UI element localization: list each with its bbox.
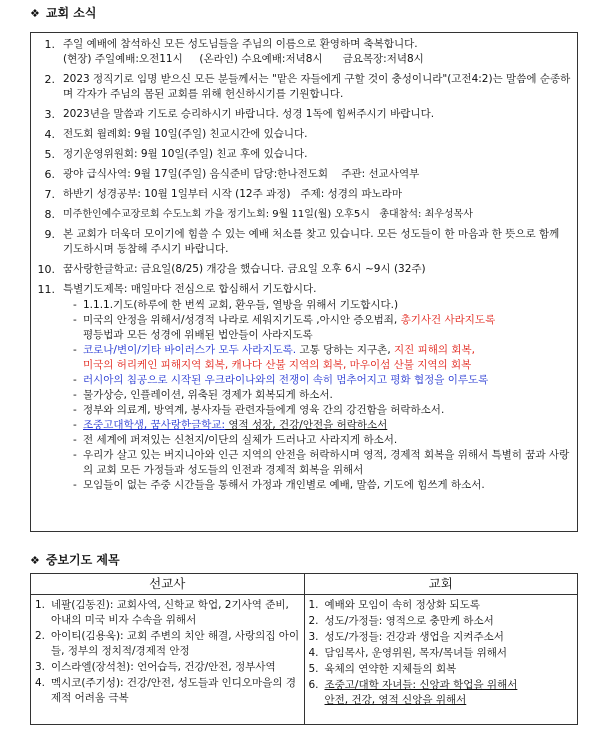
- item-number: 2.: [44, 73, 55, 86]
- news-item: [35, 167, 571, 182]
- item-text: 꿈사랑한글학교: 금요일(8/25) 개강을 했습니다. 금요일 오후 6시 ~9시 (32주): [63, 263, 426, 275]
- list-item: - 전 세계에 퍼져있는 신천지/이단의 실체가 드러나고 사라지게 하소서.: [73, 434, 398, 446]
- diamond-bullet-icon: ❖: [30, 554, 40, 567]
- item-text: 정기운영위원회: 9월 10일(주일) 친교 후에 있습니다.: [63, 148, 308, 160]
- list-item: - 조중고대학생, 꿈사랑한글학교: 영적 성장, 건강/안전을 허락하소서: [73, 419, 388, 431]
- item-text: 광야 급식사역: 9월 17일(주일) 음식준비 담당:한나전도회 주관: 선교사역부: [63, 168, 420, 180]
- item-text: 하반기 성경공부: 10월 1일부터 시작 (12주 과정) 주제: 성경의 파노라마: [63, 188, 402, 200]
- list-item: 1. 네팔(김동진): 교회사역, 신학교 학업, 2기사역 준비, 아내의 미국 비자 수속을 위해서: [35, 599, 289, 626]
- list-item: - 1.1.1.기도(하루에 한 번씩 교회, 환우들, 열방을 위해서 기도합시다.): [73, 299, 399, 311]
- prayer-heading: [30, 553, 120, 568]
- item-text: 본 교회가 더욱더 모이기에 힘쓸 수 있는 예배 처소를 찾고 있습니다. 모든 성도들이 한 마음과 한 뜻으로 함께 기도하시며 동참해 주시기 바랍니다.: [63, 228, 560, 255]
- list-item: 1. 예배와 모임이 속히 정상화 되도록: [308, 599, 480, 611]
- list-item: - 정부와 의료계, 방역계, 봉사자들 관련자들에게 영육 간의 강건함을 허락하소서.: [73, 404, 445, 416]
- news-item: [35, 127, 571, 142]
- list-item: 6. 조중고/대학 자녀들: 신앙과 학업을 위해서 안전, 건강, 영적 신앙을 위해서: [308, 679, 518, 706]
- list-item: 2. 아이티(김용욱): 교회 주변의 치안 해결, 사랑의집 아이들, 정부의 정치적/경제적 안정: [35, 630, 300, 657]
- item-number: 7.: [44, 188, 55, 201]
- list-item: - 코로나/변이/기타 바이러스가 모두 사라지도록. 고통 당하는 지구촌, 지진 피해의 회복, 미국의 허리케인 피해지역 회복, 캐나다 산불 지역의 회복, 마우이섬 산불 지역의 회복: [73, 344, 476, 371]
- church-news-box: [30, 32, 578, 532]
- list-item: - 러시아의 침공으로 시작된 우크라이나와의 전쟁이 속히 멈추어지고 평화 협정을 이루도록: [73, 374, 489, 386]
- missionary-column: [31, 574, 304, 724]
- news-item: [35, 207, 571, 222]
- church-news-heading: [30, 6, 96, 21]
- list-item: 3. 이스라엘(장석천): 언어습득, 건강/안전, 정부사역: [35, 661, 276, 673]
- list-item: 2. 성도/가정들: 영적으로 충만케 하소서: [308, 615, 494, 627]
- list-item: - 물가상승, 인플레이션, 위축된 경제가 회복되게 하소서.: [73, 389, 333, 401]
- list-item: 4. 멕시코(주기성): 건강/안전, 성도들과 인디오마을의 경제적 어려움 극복: [35, 677, 296, 704]
- list-item: 5. 육체의 연약한 지체들의 회복: [308, 663, 457, 675]
- church-column: [304, 574, 578, 724]
- news-item: [35, 147, 571, 162]
- news-item: [35, 187, 571, 202]
- item-number: 10.: [37, 263, 55, 276]
- news-item: [35, 37, 571, 67]
- item-text: 전도회 월례회: 9월 10일(주일) 친교시간에 있습니다.: [63, 128, 308, 140]
- news-item: [35, 262, 571, 277]
- item-text: 미주한인예수교장로회 수도노회 가을 정기노회: 9월 11일(월) 오후5시 총대참석: 최우성목사: [63, 209, 473, 220]
- list-item: - 우리가 살고 있는 버지니아와 인근 지역의 안전을 허락하시며 영적, 경제적 회복을 위해서 특별히 꿈과 사랑의 교회 모든 가정들과 성도들의 인전과 경제적 회복을 위해서: [73, 449, 570, 476]
- news-item: [35, 107, 571, 122]
- list-item: 3. 성도/가정들: 건강과 생업을 지켜주소서: [308, 631, 504, 643]
- item-number: 8.: [44, 208, 55, 221]
- item-number: 9.: [44, 228, 55, 241]
- prayer-table: [30, 573, 578, 725]
- item-text: 특별기도제목: 매일마다 전심으로 합심해서 기도합시다.: [63, 283, 317, 295]
- item-number: 4.: [44, 128, 55, 141]
- missionary-header: 선교사: [31, 574, 304, 595]
- item-number: 5.: [44, 148, 55, 161]
- item-number: 11.: [37, 283, 55, 296]
- news-item: [35, 72, 571, 102]
- special-prayer-list: [63, 298, 571, 493]
- news-item: [35, 227, 571, 257]
- news-item: [35, 282, 571, 493]
- church-news-title: 교회 소식: [45, 6, 97, 20]
- list-item: - 모임들이 없는 주중 시간들을 통해서 가정과 개인별로 예배, 말씀, 기도에 힘쓰게 하소서.: [73, 479, 485, 491]
- item-number: 6.: [44, 168, 55, 181]
- item-number: 1.: [44, 38, 55, 51]
- item-text: 2023년을 말씀과 기도로 승리하시기 바랍니다. 성경 1독에 힘써주시기 바랍니다.: [63, 108, 435, 120]
- list-item: 4. 담임목사, 운영위원, 목자/목녀들 위해서: [308, 647, 508, 659]
- item-text-2: (현장) 주일예배:오전11시 (온라인) 수요예배:저녁8시 금요목장:저녁8시: [63, 53, 424, 65]
- item-number: 3.: [44, 108, 55, 121]
- prayer-title: 중보기도 제목: [45, 553, 120, 567]
- church-header: 교회: [305, 574, 578, 595]
- list-item: - 미국의 안정을 위해서/성경적 나라로 세워지기도록 ,아시안 증오범죄, 총기사건 사라지도록 평등법과 모든 성경에 위배된 법안들이 사라지도록: [73, 314, 496, 341]
- diamond-bullet-icon: ❖: [30, 7, 40, 20]
- item-text: 주일 예배에 참석하신 모든 성도님들을 주님의 이름으로 환영하며 축복합니다.: [63, 38, 418, 50]
- item-text: 2023 정직기로 임명 받으신 모든 분들께서는 "맡은 자들에게 구할 것이 충성이니라"(고전4:2)는 말씀에 순종하며 각자가 주님의 몸된 교회를 위해 헌신하시기를 기원합니다.: [63, 73, 571, 100]
